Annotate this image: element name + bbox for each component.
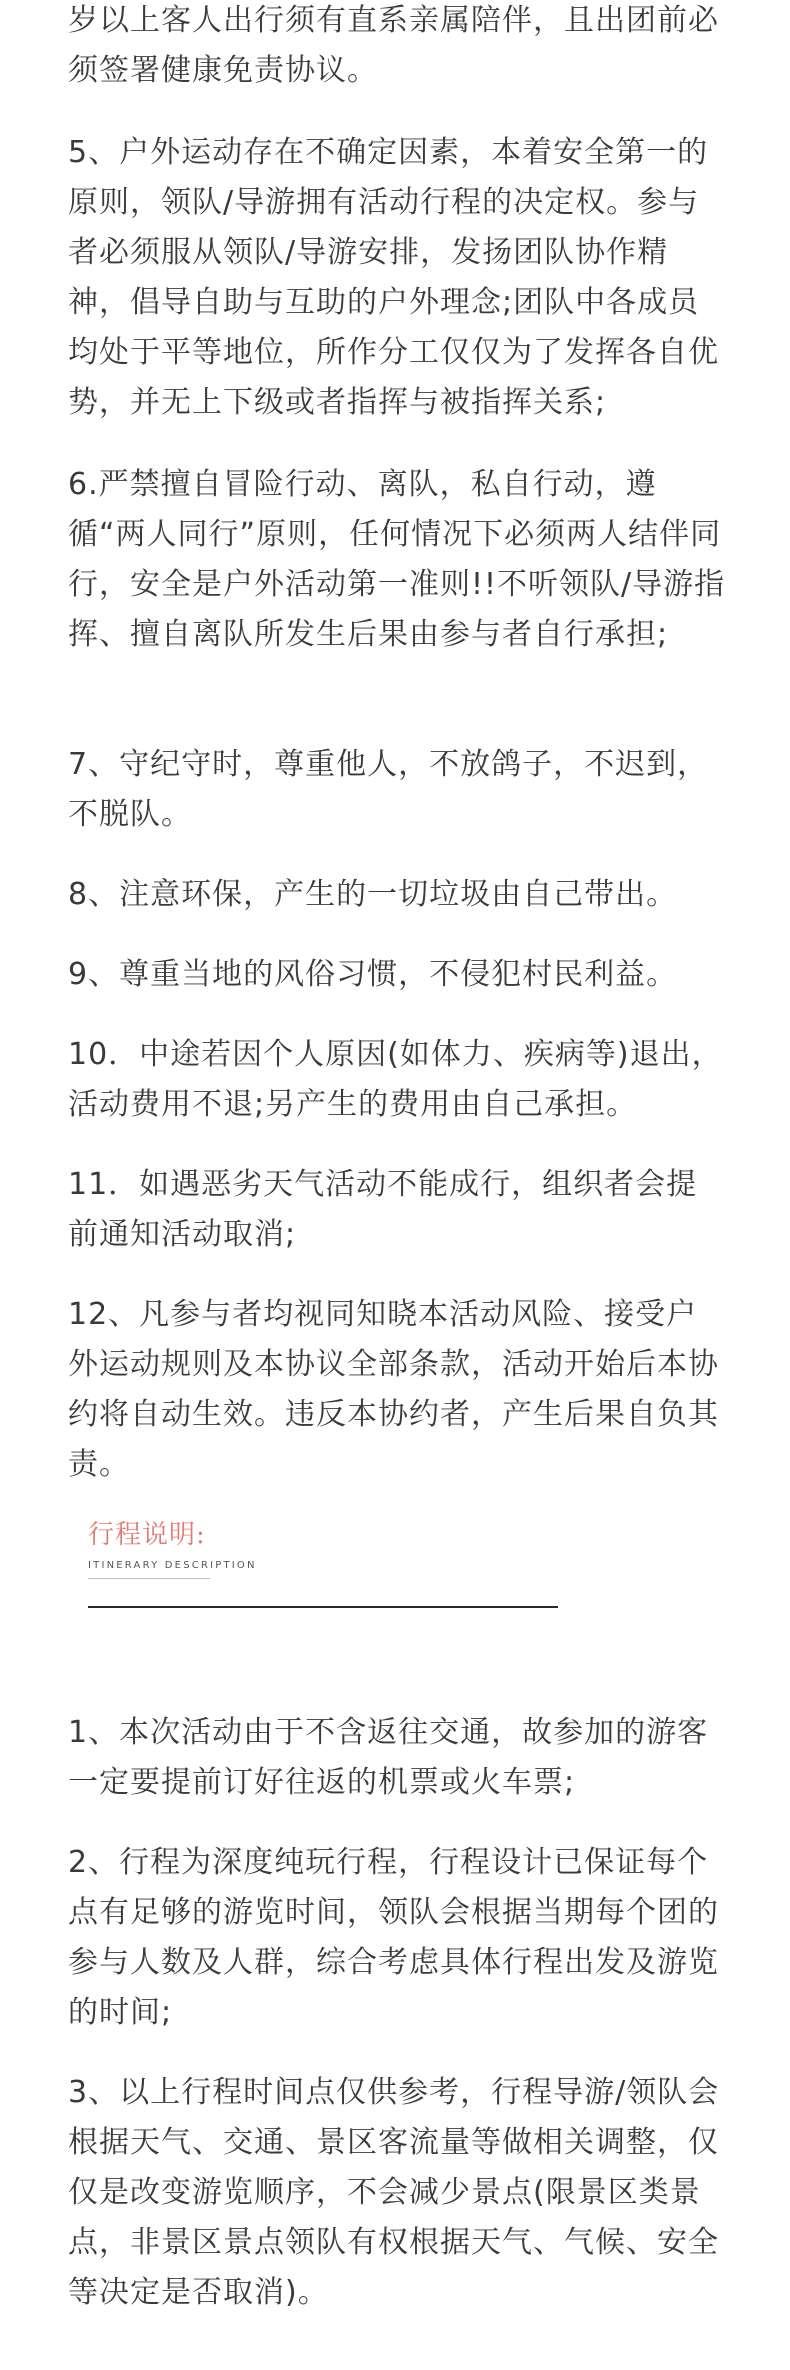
rule-8: 8、注意环保，产生的一切垃圾由自己带出。 — [68, 877, 678, 912]
itinerary-title: 行程说明: — [88, 1520, 206, 1550]
subtitle-underline — [88, 1578, 210, 1579]
rule-12: 12、凡参与者均视同知晓本活动风险、接受户外运动规则及本协议全部条款，活动开始后本协约将自动生效。违反本协约者，产生后果自负其责。 — [68, 1297, 719, 1482]
itinerary-item-2: 2、行程为深度纯玩行程，行程设计已保证每个点有足够的游览时间，领队会根据当期每个团的参与人数及人群，综合考虑具体行程出发及游览的时间; — [68, 1845, 719, 2030]
rule-4-continuation: 岁以上客人出行须有直系亲属陪伴，且出团前必须签署健康免责协议。 — [68, 3, 719, 88]
itinerary-item-3: 3、以上行程时间点仅供参考，行程导游/领队会根据天气、交通、景区客流量等做相关调整，仅仅是改变游览顺序，不会减少景点(限景区类景点，非景区景点领队有权根据天气、气候、安全等决定是否取消)。 — [68, 2075, 720, 2310]
rule-5: 5、户外运动存在不确定因素，本着安全第一的原则，领队/导游拥有活动行程的决定权。参与者必须服从领队/导游安排，发扬团队协作精神，倡导自助与互助的户外理念;团队中各成员均处于平等地位，所作分工仅仅为了发挥各自优势，并无上下级或者指挥与被指挥关系; — [68, 135, 719, 420]
rule-7: 7、守纪守时，尊重他人，不放鸽子，不迟到，不脱队。 — [68, 747, 709, 832]
rule-11: 11．如遇恶劣天气活动不能成行，组织者会提前通知活动取消; — [68, 1167, 698, 1252]
section-divider — [88, 1606, 558, 1608]
rule-9: 9、尊重当地的风俗习惯，不侵犯村民利益。 — [68, 957, 678, 992]
itinerary-item-1: 1、本次活动由于不含返往交通，故参加的游客一定要提前订好往返的机票或火车票; — [68, 1715, 709, 1800]
rule-10: 10．中途若因个人原因(如体力、疾病等)退出，活动费用不退;另产生的费用由自己承担。 — [68, 1037, 723, 1122]
itinerary-section-header — [88, 1520, 568, 1579]
rule-6: 6.严禁擅自冒险行动、离队，私自行动，遵循“两人同行”原则，任何情况下必须两人结伴同行，安全是户外活动第一准则!!不听领队/导游指挥、擅自离队所发生后果由参与者自行承担; — [68, 467, 726, 652]
itinerary-subtitle: ITINERARY DESCRIPTION — [88, 1560, 257, 1571]
